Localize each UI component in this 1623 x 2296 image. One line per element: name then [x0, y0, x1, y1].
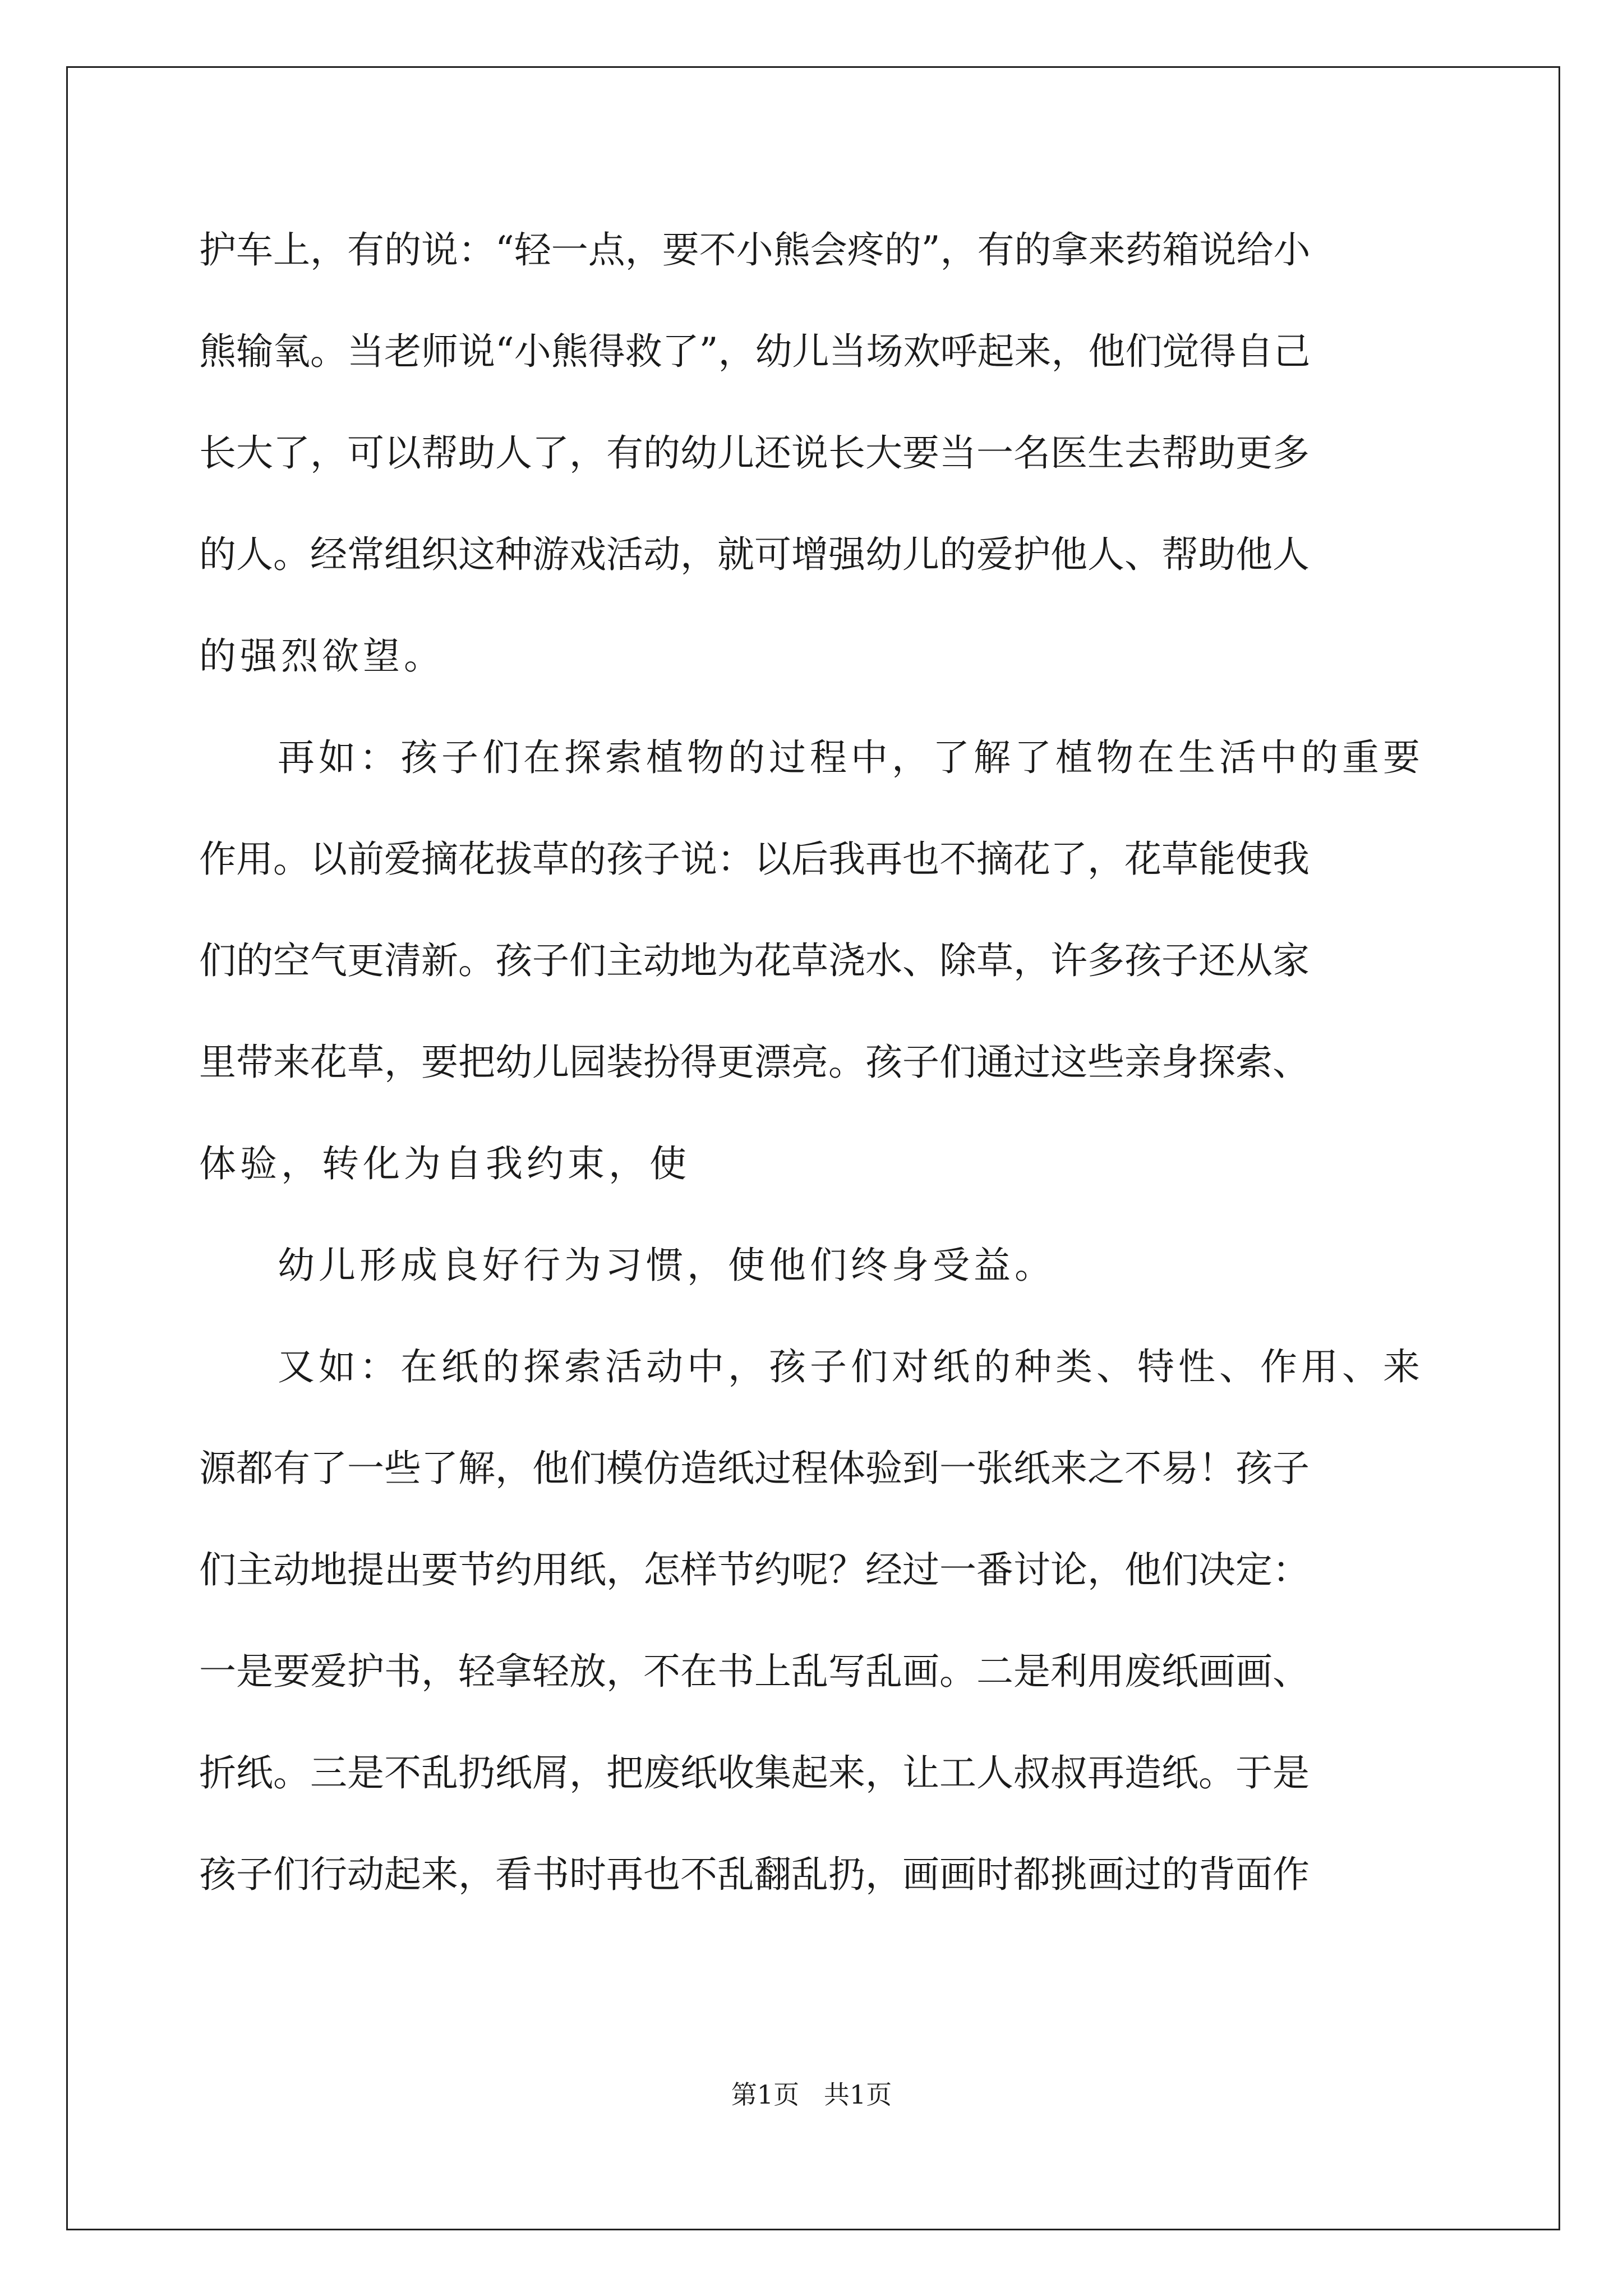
page-number-footer: 第1页 共1页: [731, 2079, 892, 2110]
text-line: 长大了，可以帮助人了，有的幼儿还说长大要当一名医生去帮助更多: [199, 431, 1310, 475]
text-line: 孩子们行动起来，看书时再也不乱翻乱扔，画画时都挑画过的背面作: [199, 1853, 1310, 1896]
text-line: 们的空气更清新。孩子们主动地为花草浇水、除草，许多孩子还从家: [199, 939, 1310, 982]
text-line: 折纸。三是不乱扔纸屑，把废纸收集起来，让工人叔叔再造纸。于是: [199, 1751, 1310, 1795]
paragraph-start-line: 再如：孩子们在探索植物的过程中，了解了植物在生活中的重要: [278, 736, 1424, 779]
text-line: 的人。经常组织这种游戏活动，就可增强幼儿的爱护他人、帮助他人: [199, 533, 1310, 576]
text-line: 的强烈欲望。: [199, 634, 445, 678]
text-line: 们主动地提出要节约用纸，怎样节约呢？经过一番讨论，他们决定：: [199, 1548, 1310, 1591]
text-line: 护车上，有的说：“轻一点，要不小熊会疼的”，有的拿来药箱说给小: [199, 228, 1311, 272]
paragraph-start-line: 幼儿形成良好行为习惯，使他们终身受益。: [278, 1244, 1055, 1287]
document-body: [199, 199, 1425, 1925]
text-line: 源都有了一些了解，他们模仿造纸过程体验到一张纸来之不易！孩子: [199, 1447, 1310, 1490]
text-line: 体验，转化为自我约束，使: [199, 1142, 690, 1185]
text-line: 一是要爱护书，轻拿轻放，不在书上乱写乱画。二是利用废纸画画、: [199, 1650, 1310, 1693]
text-line: 里带来花草，要把幼儿园装扮得更漂亮。孩子们通过这些亲身探索、: [199, 1041, 1310, 1084]
text-line: 熊输氧。当老师说“小熊得救了”，幼儿当场欢呼起来，他们觉得自己: [199, 330, 1311, 373]
text-line: 作用。以前爱摘花拔草的孩子说：以后我再也不摘花了，花草能使我: [199, 838, 1310, 881]
paragraph-start-line: 又如：在纸的探索活动中，孩子们对纸的种类、特性、作用、来: [278, 1345, 1424, 1388]
